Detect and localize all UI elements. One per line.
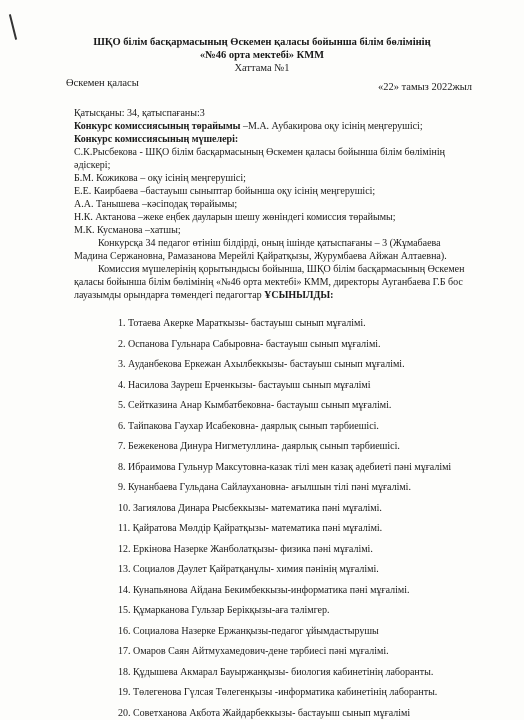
list-item: 10. Загиялова Динара Рысбеккызы- математика пәні мұғалімі.	[118, 502, 382, 514]
chair-label: Конкурс комиссиясының төрайымы	[74, 121, 241, 132]
recommended-label: ҰСЫНЫЛДЫ:	[264, 290, 334, 301]
chair-line	[74, 120, 469, 133]
list-item: 13. Социалов Дәулет Қайратқанұлы- химия пәнінің мұғалімі.	[118, 564, 379, 576]
paragraph-1: Конкурсқа 34 педагог өтініш білдірді, оның ішінде қатыспағаны – 3 (Жұмабаева Мадина Сержановна, Рамазанова Мерейлі Қайратқызы, Журумбаева Айжан Алтаевна).	[74, 238, 447, 262]
member-item: А.А. Танышева –кәсіподақ төрайымы;	[74, 199, 238, 210]
member-item: Б.М. Кожикова – оқу ісінің меңгерушісі;	[74, 173, 246, 184]
list-item: 6. Тайпакова Гаухар Исабековна- даярлық сынып тәрбиешісі.	[118, 420, 379, 432]
list-item: 14. Кунапьянова Айдана Бекимбеккызы-информатика пәні мұғалімі.	[118, 584, 410, 596]
list-item: 4. Насилова Зауреш Ерченкызы- бастауыш сынып мұғалімі	[118, 379, 371, 391]
list-item: 18. Құдышева Акмарал Бауыржанқызы- биология кабинетінің лаборанты.	[118, 666, 434, 678]
list-item: 16. Социалова Назерке Ержанқызы-педагог ұйымдастырушы	[118, 625, 379, 637]
protocol-number: Хаттама №1	[234, 63, 290, 74]
member-item: М.К. Кусманова –хатшы;	[74, 225, 181, 236]
list-item: 7. Бежекенова Динура Нигметуллина- даярлық сынып тәрбиешісі.	[118, 441, 400, 453]
document-body	[74, 107, 469, 302]
header-line-1: ШҚО білім басқармасының Өскемен қаласы бойынша білім бөлімінің	[93, 37, 431, 48]
list-item: 19. Төлегенова Гүлсая Төлегенқызы -информатика кабинетінің лаборанты.	[118, 687, 438, 699]
members-label: Конкурс комиссиясының мүшелері:	[74, 134, 239, 145]
attendance: Қатысқаны: 34, қатыспағаны:3	[74, 108, 205, 119]
paragraph-2	[74, 263, 469, 302]
list-item: 3. Ауданбекова Еркежан Ахылбеккызы- бастауыш сынып мұғалімі.	[118, 359, 405, 371]
member-item: Н.К. Актанова –жеке еңбек дауларын шешу жөніндегі комиссия төрайымы;	[74, 212, 396, 223]
list-item: 20. Советханова Акбота Жайдарбеккызы- бастауыш сынып мұғалімі	[118, 708, 411, 719]
list-item: 11. Қайратова Мөлдір Қайратқызы- математика пәні мұғалімі.	[118, 523, 383, 535]
list-item: 8. Ибраимова Гульнур Максутовна-казак тілі мен казақ әдебиеті пәні мұғалімі	[118, 461, 452, 473]
list-item: 1. Тотаева Акерке Мараткызы- бастауыш сынып мұғалімі.	[118, 318, 366, 329]
list-item: 9. Кунанбаева Гульдана Сайлаухановна- ағылшын тілі пәні мұғалімі.	[118, 482, 411, 494]
list-item: 17. Омаров Саян Айтмухамедович-дене тәрбиесі пәні мұғалімі.	[118, 646, 389, 658]
header-line-2: «№46 орта мектебі» КММ	[199, 50, 325, 61]
list-item: 2. Оспанова Гульнара Сабыровна- бастауыш сынып мұғалімі.	[118, 338, 381, 350]
date: «22» тамыз 2022жыл	[377, 82, 472, 93]
member-item: С.К.Рысбекова - ШҚО білім басқармасының Өскемен қаласы бойынша білім бөлімінің әдіскері;	[74, 147, 445, 171]
list-item: 12. Еркінова Назерке Жанболатқызы- физика пәні мұғалімі.	[118, 543, 373, 555]
paragraph-2-text: Комиссия мүшелерінің қорытындысы бойынша, ШҚО білім басқармасының Өскемен қаласы бойынша білім бөлімінің «№46 орта мектебі» КММ, директоры Ауганбаева Г.Б бос лауазымды орындарға төмендегі педагогтар	[74, 264, 465, 301]
pen-mark	[9, 14, 17, 40]
city: Өскемен қаласы	[66, 78, 139, 89]
member-item: Е.Е. Каирбаева –бастауыш сыныптар бойынша оқу ісінің меңгерушісі;	[74, 186, 376, 197]
list-item: 15. Құмарканова Гульзар Берікқызы-аға тәлімгер.	[118, 605, 330, 617]
list-item: 5. Сейтказина Анар Кымбатбековна- бастауыш сынып мұғалімі.	[118, 400, 392, 412]
chair-text: –М.А. Аубакирова оқу ісінің меңгерушісі;	[240, 121, 423, 132]
